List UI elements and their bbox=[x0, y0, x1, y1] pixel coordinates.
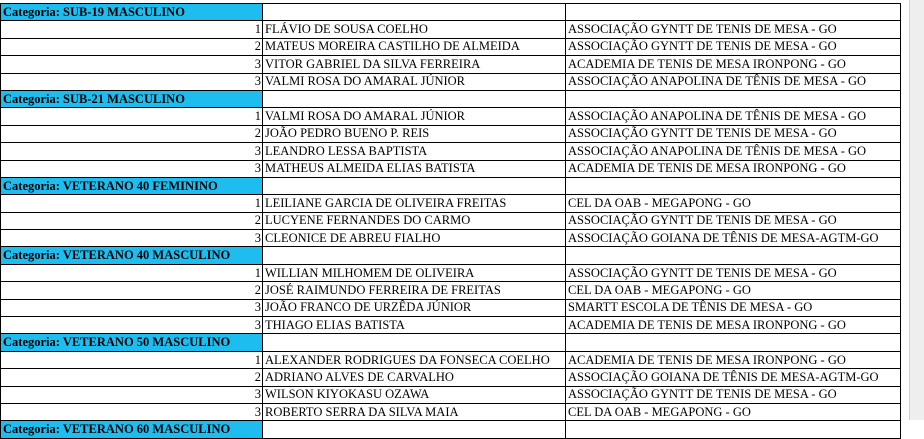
club-cell[interactable]: ASSOCIAÇÃO GYNTT DE TENIS DE MESA - GO bbox=[566, 21, 901, 38]
athlete-name-cell[interactable]: VALMI ROSA DO AMARAL JÚNIOR bbox=[263, 108, 566, 125]
athlete-name-cell[interactable]: JOÃO FRANCO DE URZÊDA JÚNIOR bbox=[263, 299, 566, 316]
club-cell[interactable]: ASSOCIAÇÃO GOIANA DE TÊNIS DE MESA-AGTM-GO bbox=[566, 369, 901, 386]
club-cell[interactable]: CEL DA OAB - MEGAPONG - GO bbox=[566, 403, 901, 420]
athlete-name-cell[interactable]: FLÁVIO DE SOUSA COELHO bbox=[263, 21, 566, 38]
club-cell[interactable]: ACADEMIA DE TENIS DE MESA IRONPONG - GO bbox=[566, 317, 901, 334]
empty-cell[interactable] bbox=[263, 90, 566, 107]
placement-cell[interactable]: 3 bbox=[1, 160, 263, 177]
placement-cell[interactable]: 3 bbox=[1, 299, 263, 316]
category-label[interactable]: Categoria: SUB-19 MASCULINO bbox=[1, 4, 263, 21]
table-row bbox=[1, 282, 901, 299]
placement-cell[interactable]: 2 bbox=[1, 212, 263, 229]
athlete-name-cell[interactable]: LUCYENE FERNANDES DO CARMO bbox=[263, 212, 566, 229]
placement-cell[interactable]: 1 bbox=[1, 264, 263, 281]
athlete-name-cell[interactable]: WILSON KIYOKASU OZAWA bbox=[263, 386, 566, 403]
category-header-row bbox=[1, 247, 901, 264]
category-label[interactable]: Categoria: VETERANO 50 MASCULINO bbox=[1, 334, 263, 351]
table-row bbox=[1, 264, 901, 281]
placement-cell[interactable]: 1 bbox=[1, 195, 263, 212]
table-row bbox=[1, 21, 901, 38]
club-cell[interactable]: ASSOCIAÇÃO GYNTT DE TENIS DE MESA - GO bbox=[566, 212, 901, 229]
athlete-name-cell[interactable]: LEANDRO LESSA BAPTISTA bbox=[263, 143, 566, 160]
club-cell[interactable]: ASSOCIAÇÃO ANAPOLINA DE TÊNIS DE MESA - GO bbox=[566, 108, 901, 125]
table-row bbox=[1, 212, 901, 229]
table-row bbox=[1, 125, 901, 142]
placement-cell[interactable]: 3 bbox=[1, 56, 263, 73]
athlete-name-cell[interactable]: ALEXANDER RODRIGUES DA FONSECA COELHO bbox=[263, 351, 566, 368]
placement-cell[interactable]: 2 bbox=[1, 282, 263, 299]
placement-cell[interactable]: 3 bbox=[1, 403, 263, 420]
empty-cell[interactable] bbox=[566, 334, 901, 351]
athlete-name-cell[interactable]: WILLIAN MILHOMEM DE OLIVEIRA bbox=[263, 264, 566, 281]
table-row bbox=[1, 160, 901, 177]
table-row bbox=[1, 369, 901, 386]
club-cell[interactable]: CEL DA OAB - MEGAPONG - GO bbox=[566, 195, 901, 212]
athlete-name-cell[interactable]: THIAGO ELIAS BATISTA bbox=[263, 317, 566, 334]
results-table bbox=[0, 3, 901, 439]
table-row bbox=[1, 351, 901, 368]
table-row bbox=[1, 230, 901, 247]
category-label[interactable]: Categoria: VETERANO 40 MASCULINO bbox=[1, 247, 263, 264]
athlete-name-cell[interactable]: ROBERTO SERRA DA SILVA MAIA bbox=[263, 403, 566, 420]
results-table-body bbox=[1, 4, 901, 439]
placement-cell[interactable]: 2 bbox=[1, 125, 263, 142]
empty-cell[interactable] bbox=[263, 177, 566, 194]
category-label[interactable]: Categoria: VETERANO 60 MASCULINO bbox=[1, 421, 263, 438]
table-row bbox=[1, 143, 901, 160]
placement-cell[interactable]: 2 bbox=[1, 38, 263, 55]
athlete-name-cell[interactable]: CLEONICE DE ABREU FIALHO bbox=[263, 230, 566, 247]
table-row bbox=[1, 56, 901, 73]
club-cell[interactable]: ASSOCIAÇÃO ANAPOLINA DE TÊNIS DE MESA - GO bbox=[566, 143, 901, 160]
category-header-row bbox=[1, 90, 901, 107]
placement-cell[interactable]: 1 bbox=[1, 108, 263, 125]
club-cell[interactable]: ACADEMIA DE TENIS DE MESA IRONPONG - GO bbox=[566, 351, 901, 368]
empty-cell[interactable] bbox=[566, 421, 901, 438]
category-header-row bbox=[1, 421, 901, 438]
athlete-name-cell[interactable]: ADRIANO ALVES DE CARVALHO bbox=[263, 369, 566, 386]
athlete-name-cell[interactable]: MATEUS MOREIRA CASTILHO DE ALMEIDA bbox=[263, 38, 566, 55]
club-cell[interactable]: ASSOCIAÇÃO GYNTT DE TENIS DE MESA - GO bbox=[566, 38, 901, 55]
table-row bbox=[1, 108, 901, 125]
empty-cell[interactable] bbox=[263, 247, 566, 264]
category-header-row bbox=[1, 4, 901, 21]
club-cell[interactable]: ACADEMIA DE TENIS DE MESA IRONPONG - GO bbox=[566, 56, 901, 73]
club-cell[interactable]: SMARTT ESCOLA DE TÊNIS DE MESA - GO bbox=[566, 299, 901, 316]
empty-cell[interactable] bbox=[566, 247, 901, 264]
empty-cell[interactable] bbox=[263, 421, 566, 438]
athlete-name-cell[interactable]: MATHEUS ALMEIDA ELIAS BATISTA bbox=[263, 160, 566, 177]
club-cell[interactable]: ASSOCIAÇÃO GYNTT DE TENIS DE MESA - GO bbox=[566, 125, 901, 142]
club-cell[interactable]: ACADEMIA DE TENIS DE MESA IRONPONG - GO bbox=[566, 160, 901, 177]
category-label[interactable]: Categoria: VETERANO 40 FEMININO bbox=[1, 177, 263, 194]
placement-cell[interactable]: 3 bbox=[1, 317, 263, 334]
athlete-name-cell[interactable]: LEILIANE GARCIA DE OLIVEIRA FREITAS bbox=[263, 195, 566, 212]
table-row bbox=[1, 317, 901, 334]
table-row bbox=[1, 195, 901, 212]
club-cell[interactable]: ASSOCIAÇÃO GOIANA DE TÊNIS DE MESA-AGTM-GO bbox=[566, 230, 901, 247]
table-row bbox=[1, 73, 901, 90]
empty-cell[interactable] bbox=[263, 334, 566, 351]
table-row bbox=[1, 38, 901, 55]
club-cell[interactable]: ASSOCIAÇÃO GYNTT DE TENIS DE MESA - GO bbox=[566, 386, 901, 403]
empty-cell[interactable] bbox=[566, 177, 901, 194]
empty-cell[interactable] bbox=[566, 90, 901, 107]
window-edge bbox=[909, 0, 924, 420]
club-cell[interactable]: CEL DA OAB - MEGAPONG - GO bbox=[566, 282, 901, 299]
club-cell[interactable]: ASSOCIAÇÃO ANAPOLINA DE TÊNIS DE MESA - GO bbox=[566, 73, 901, 90]
category-header-row bbox=[1, 334, 901, 351]
placement-cell[interactable]: 3 bbox=[1, 386, 263, 403]
placement-cell[interactable]: 3 bbox=[1, 143, 263, 160]
athlete-name-cell[interactable]: VALMI ROSA DO AMARAL JÚNIOR bbox=[263, 73, 566, 90]
placement-cell[interactable]: 1 bbox=[1, 21, 263, 38]
empty-cell[interactable] bbox=[263, 4, 566, 21]
category-label[interactable]: Categoria: SUB-21 MASCULINO bbox=[1, 90, 263, 107]
placement-cell[interactable]: 3 bbox=[1, 73, 263, 90]
table-row bbox=[1, 403, 901, 420]
placement-cell[interactable]: 2 bbox=[1, 369, 263, 386]
athlete-name-cell[interactable]: JOSÉ RAIMUNDO FERREIRA DE FREITAS bbox=[263, 282, 566, 299]
category-header-row bbox=[1, 177, 901, 194]
table-row bbox=[1, 386, 901, 403]
table-row bbox=[1, 299, 901, 316]
placement-cell[interactable]: 3 bbox=[1, 230, 263, 247]
athlete-name-cell[interactable]: JOÃO PEDRO BUENO P. REIS bbox=[263, 125, 566, 142]
athlete-name-cell[interactable]: VITOR GABRIEL DA SILVA FERREIRA bbox=[263, 56, 566, 73]
club-cell[interactable]: ASSOCIAÇÃO GYNTT DE TENIS DE MESA - GO bbox=[566, 264, 901, 281]
empty-cell[interactable] bbox=[566, 4, 901, 21]
placement-cell[interactable]: 1 bbox=[1, 351, 263, 368]
